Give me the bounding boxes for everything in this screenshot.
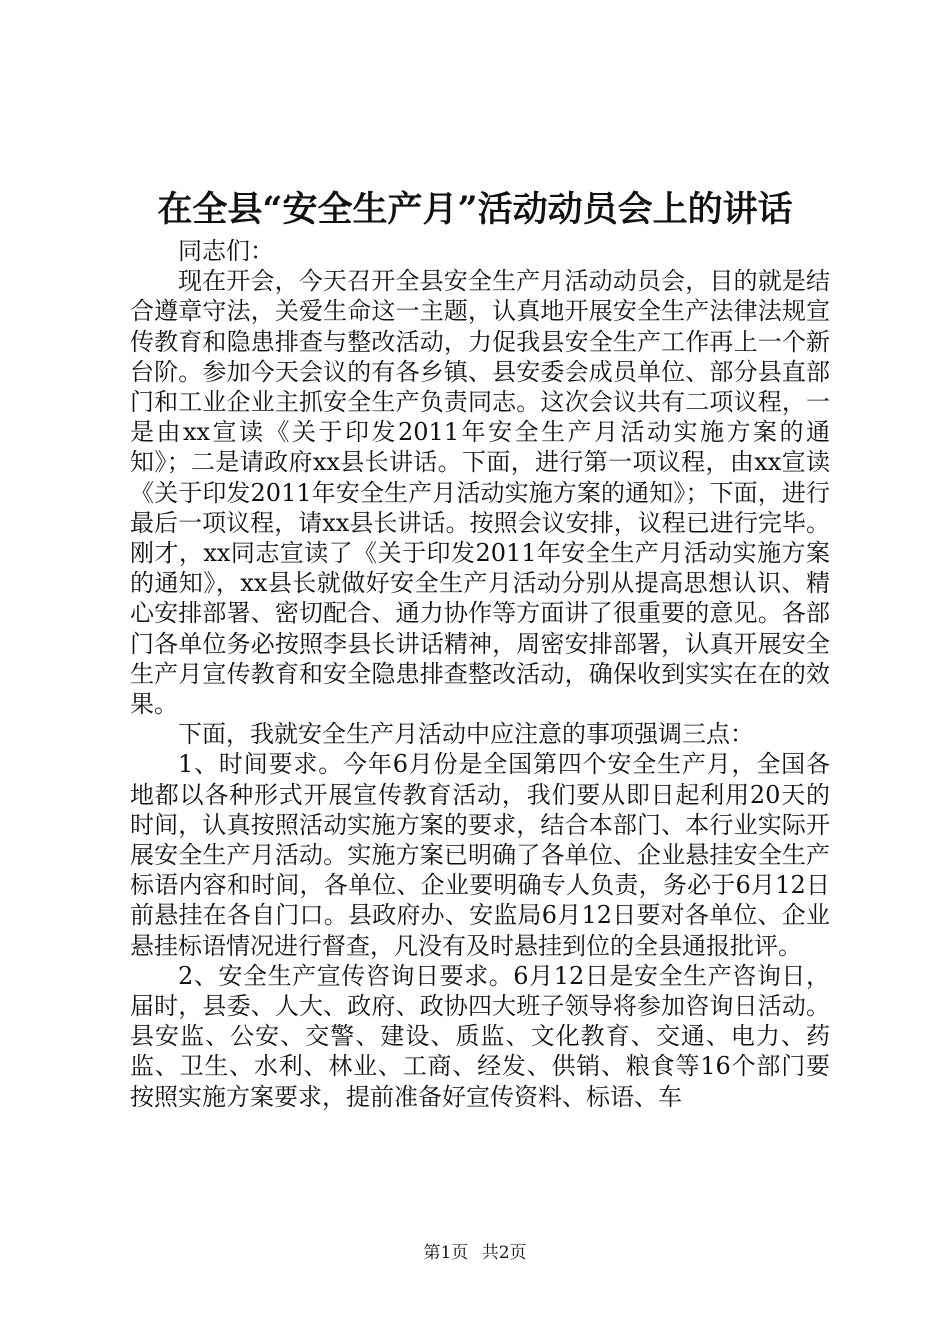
page-number: 第1页: [423, 1243, 469, 1263]
document-title: 在全县“安全生产月”活动动员会上的讲话: [157, 189, 793, 230]
opening-paragraph: 现在开会，今天召开全县安全生产月活动动员会，目的就是结合遵章守法，关爱生命这一主题，认真地开展安全生产法律法规宣传教育和隐患排查与整改活动，力促我县安全生产工作再上一个新台阶。参加今天会议的有各乡镇、县安委会成员单位、部分县直部门和工业企业主抓安全生产负责同志。这次会议共有二项议程，一是由xx宣读《关于印发2011年安全生产月活动实施方案的通知》；二是请政府xx县长讲话。下面，进行第一项议程，由xx宣读《关于印发2011年安全生产月活动实施方案的通知》；下面，进行最后一项议程，请xx县长讲话。按照会议安排，议程已进行完毕。刚才，xx同志宣读了《关于印发2011年安全生产月活动实施方案的通知》，xx县长就做好安全生产月活动分别从提高思想认识、精心安排部署、密切配合、通力协作等方面讲了很重要的意见。各部门各单位务必按照李县长讲话精神，周密安排部署，认真开展安全生产月宣传教育和安全隐患排查整改活动，确保收到实实在在的效果。: [130, 267, 830, 719]
document-body: [130, 236, 830, 1112]
page-footer: [0, 1242, 950, 1264]
points-intro-paragraph: 下面，我就安全生产月活动中应注意的事项强调三点：: [178, 720, 754, 749]
salutation-paragraph: 同志们：: [178, 237, 274, 265]
point-1-paragraph: 1、时间要求。今年6月份是全国第四个安全生产月，全国各地都以各种形式开展宣传教育活动，我们要从即日起利用20天的时间，认真按照活动实施方案的要求，结合本部门、本行业实际开展安全生产月活动。实施方案已明确了各单位、企业悬挂安全生产标语内容和时间，各单位、企业要明确专人负责，务必于6月12日前悬挂在各自门口。县政府办、安监局6月12日要对各单位、企业悬挂标语情况进行督查，凡没有及时悬挂到位的全县通报批评。: [130, 750, 830, 960]
page-total: 共2页: [481, 1243, 527, 1263]
point-2-paragraph: 2、安全生产宣传咨询日要求。6月12日是安全生产咨询日，届时，县委、人大、政府、政协四大班子领导将参加咨询日活动。县安监、公安、交警、建设、质监、文化教育、交通、电力、药监、卫生、水利、林业、工商、经发、供销、粮食等16个部门要按照实施方案要求，提前准备好宣传资料、标语、车: [130, 961, 830, 1111]
